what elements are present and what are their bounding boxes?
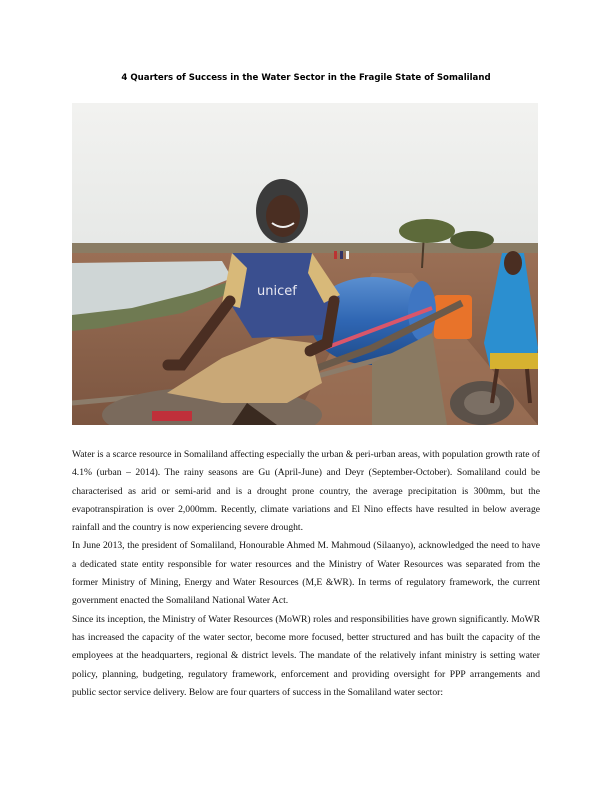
paragraph-ministry-formation: In June 2013, the president of Somaliland, Honourable Ahmed M. Mahmoud (Silaanyo), acknowledged the need to have a dedicated state entity responsible for water resources and the Ministry of Water Resources was separated from the former Ministry of Mining, Energy and Water Resources (M,E &WR). In terms of regulatory framework, the current government enacted the Somaliland National Water Act. <box>72 540 540 607</box>
shirt-logo-text: unicef <box>257 284 297 299</box>
document-body <box>72 446 540 702</box>
photo-illustration <box>72 103 538 425</box>
photo-man-on-donkey-cart-with-water-barrel <box>72 103 538 425</box>
paragraph-ministry-roles: Since its inception, the Ministry of Water Resources (MoWR) roles and responsibilities have grown significantly. MoWR has increased the capacity of the water sector, become more focused, better structured and has built the capacity of the employees at the headquarters, regional & district levels. The mandate of the relatively infant ministry is setting water policy, planning, budgeting, regulatory framework, enforcement and providing oversight for PPP arrangements and public sector service delivery. Below are four quarters of success in the Somaliland water sector: <box>72 613 540 698</box>
document-title: 4 Quarters of Success in the Water Sector in the Fragile State of Somaliland <box>121 73 491 83</box>
paragraph-water-scarcity: Water is a scarce resource in Somaliland affecting especially the urban & peri-urban areas, with population growth rate of 4.1% (urban – 2014). The rainy seasons are Gu (April-June) and Deyr (September-October). Somaliland could be characterised as arid or semi-arid and is a drought prone country, the average precipitation is 300mm, but the evapotranspiration is over 2,000mm. Recently, climate variations and El Nino effects have resulted in below average rainfall and the country is now experiencing severe drought. <box>72 449 540 534</box>
